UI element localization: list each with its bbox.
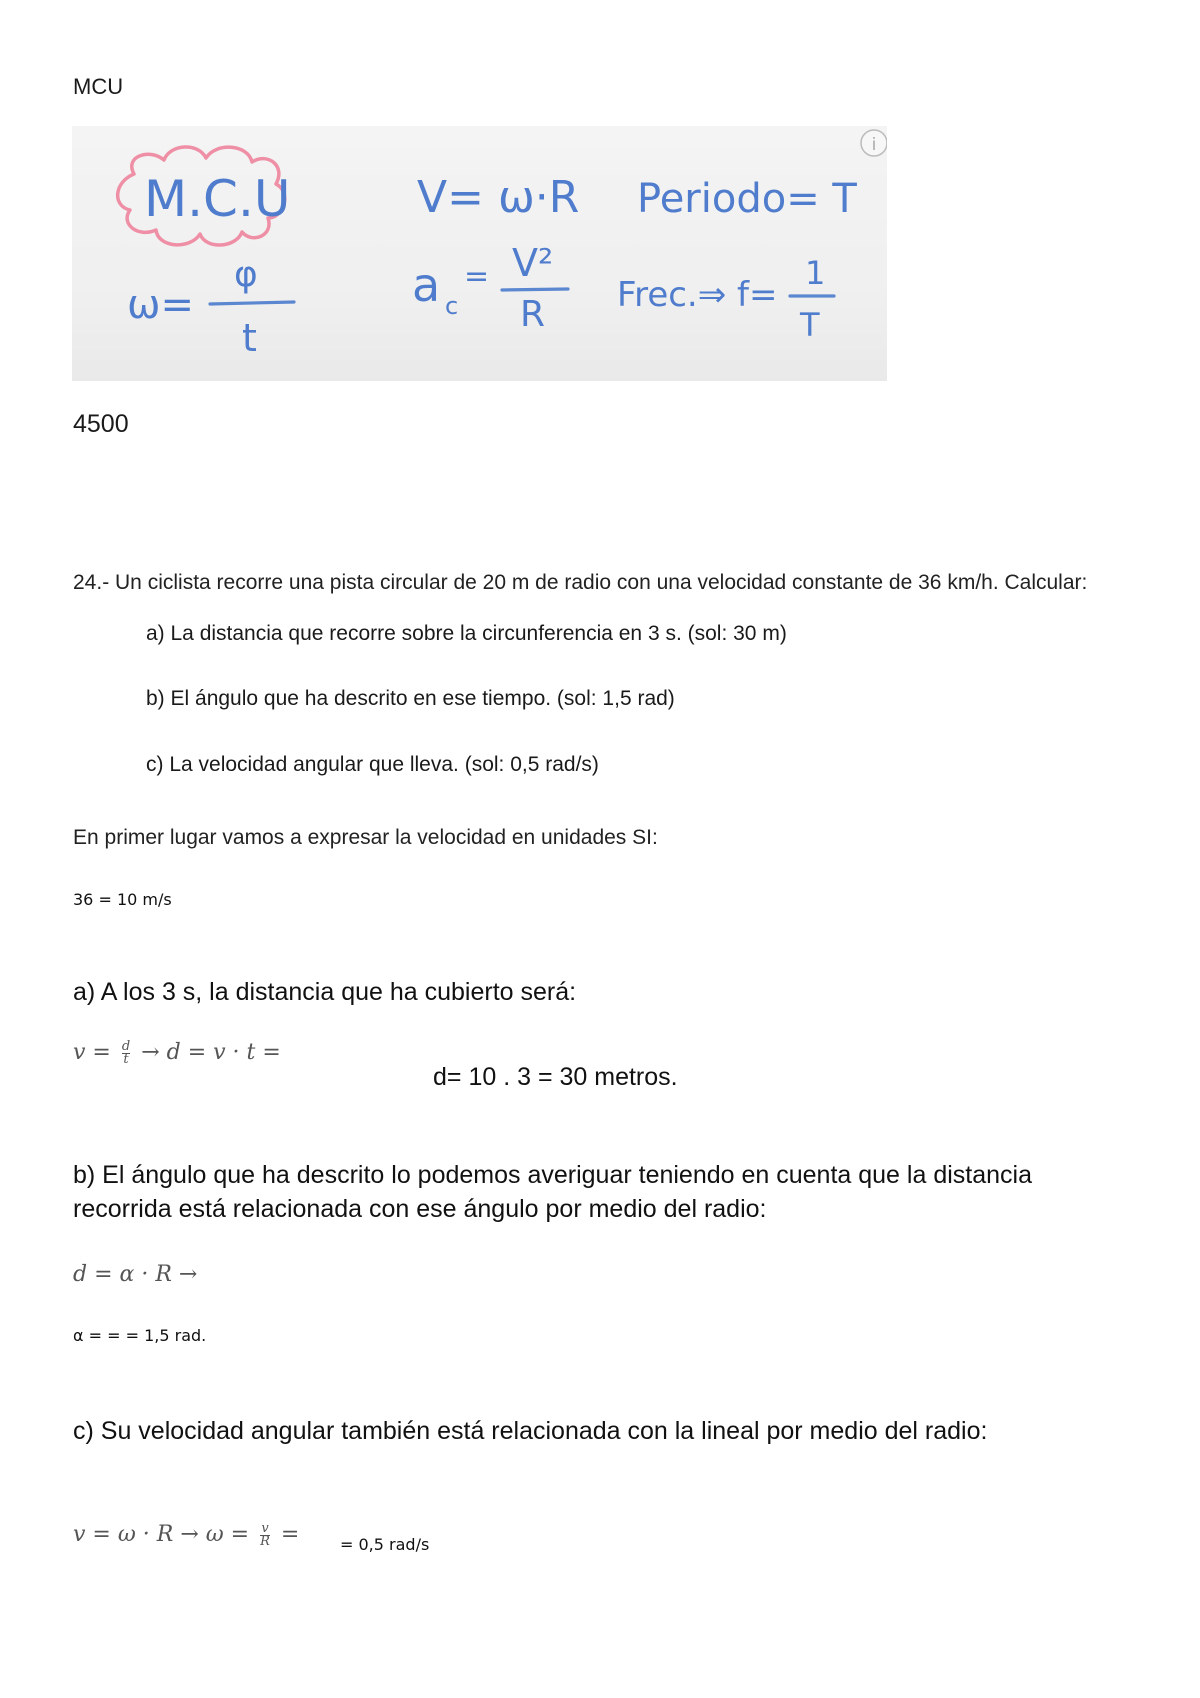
period-formula: Periodo= T	[637, 176, 857, 222]
si-intro-text: En primer lugar vamos a expresar la velocidad en unidades SI:	[73, 826, 658, 849]
omega-formula-denominator: t	[242, 316, 257, 360]
part-b-heading-line2: recorrida está relacionada con ese ángulo por medio del radio:	[73, 1195, 767, 1223]
info-icon-glyph: i	[871, 135, 877, 155]
part-b-heading-line1: b) El ángulo que ha descrito lo podemos averiguar teniendo en cuenta que la distancia	[73, 1161, 1032, 1189]
big-number: 4500	[73, 410, 129, 438]
whiteboard-photo	[72, 126, 887, 381]
part-a-heading: a) A los 3 s, la distancia que ha cubierto será:	[73, 978, 577, 1006]
ac-formula-lhs: a	[412, 258, 441, 312]
part-a-result: d= 10 . 3 = 30 metros.	[433, 1063, 678, 1091]
part-a-fraction-denominator: t	[123, 1051, 129, 1067]
problem-item-a: a) La distancia que recorre sobre la circunferencia en 3 s. (sol: 30 m)	[146, 622, 787, 645]
part-c-result: = 0,5 rad/s	[340, 1535, 430, 1554]
part-c-formula-equals: =	[280, 1522, 300, 1547]
part-a-formula	[73, 1040, 281, 1066]
frequency-formula-lhs: Frec.⇒ f=	[617, 275, 778, 315]
omega-formula-numerator: φ	[234, 254, 258, 295]
omega-fraction-bar	[210, 302, 294, 304]
ac-formula-subscript: c	[445, 292, 459, 320]
part-c-fraction-denominator: R	[260, 1533, 270, 1549]
part-a-formula-rhs: → d = v · t =	[141, 1040, 281, 1065]
part-c-heading: c) Su velocidad angular también está relacionada con la lineal por medio del radio:	[73, 1417, 988, 1445]
part-b-result-line: α = = = 1,5 rad.	[73, 1326, 207, 1345]
velocity-formula: V= ω·R	[417, 172, 580, 223]
part-a-fraction	[121, 1038, 131, 1067]
problem-item-c: c) La velocidad angular que lleva. (sol: 0,5 rad/s)	[146, 753, 599, 776]
info-icon[interactable]	[861, 130, 887, 156]
cloud-label: M.C.U	[144, 170, 291, 228]
problem-item-b: b) El ángulo que ha descrito en ese tiempo. (sol: 1,5 rad)	[146, 687, 675, 710]
part-a-fraction-numerator: d	[121, 1038, 131, 1054]
part-c-formula-lhs: v = ω · R → ω =	[73, 1522, 250, 1547]
ac-formula-equals: =	[464, 259, 490, 294]
part-a-formula-lhs: v =	[73, 1040, 111, 1065]
part-c-fraction	[260, 1520, 270, 1549]
frequency-formula-denominator: T	[800, 306, 820, 344]
part-b-formula: d = α · R →	[73, 1262, 198, 1287]
part-c-fraction-numerator: v	[261, 1520, 269, 1536]
part-c-formula	[73, 1522, 299, 1548]
ac-fraction-bar	[502, 289, 568, 290]
ac-formula-denominator: R	[520, 294, 546, 335]
problem-statement: 24.- Un ciclista recorre una pista circular de 20 m de radio con una velocidad constante de 36 km/h. Calcular:	[73, 571, 1088, 594]
conversion-line: 36 = 10 m/s	[73, 890, 172, 909]
frequency-formula-numerator: 1	[805, 254, 826, 292]
ac-formula-numerator: V²	[512, 241, 554, 285]
omega-formula-lhs: ω=	[127, 282, 195, 328]
document-title: MCU	[73, 74, 124, 99]
